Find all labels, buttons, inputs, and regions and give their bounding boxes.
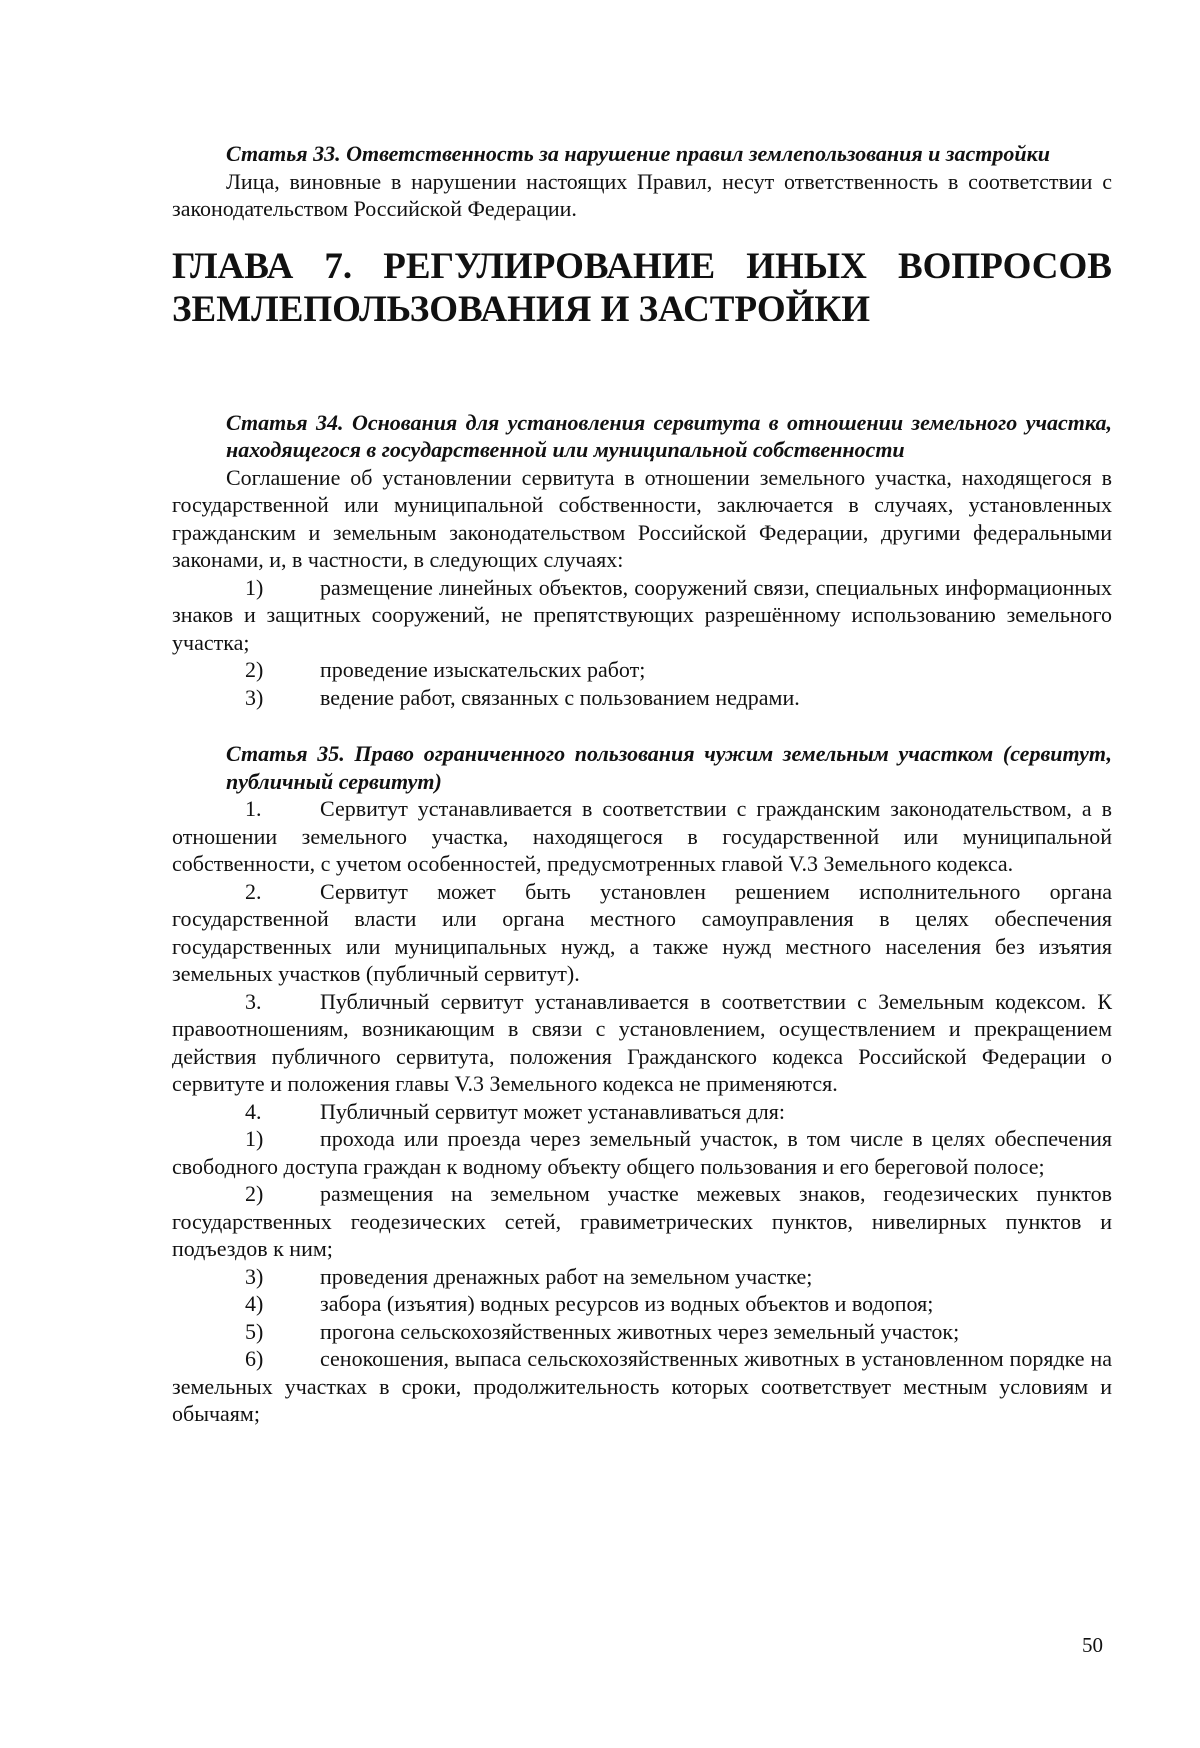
point-number: 2. (245, 878, 262, 904)
list-number: 1) (245, 1126, 264, 1151)
list-number: 2) (245, 657, 264, 682)
article-35-item-1 (172, 1125, 1112, 1180)
list-text: прохода или проезда через земельный участок, в том числе в целях обеспечения свободного доступа граждан к водному объекту общего пользования и его береговой полосе; (172, 1126, 1112, 1179)
article-34-intro: Соглашение об установлении сервитута в отношении земельного участка, находящегося в государственной или муниципальной собственности, заключается в случаях, установленных гражданским и земельным законодательством Российской Федерации, другими федеральными законами, и, в частности, в следующих случаях: (172, 464, 1112, 572)
list-number: 3) (245, 1263, 264, 1289)
point-number: 3. (245, 988, 262, 1014)
point-text: Публичный сервитут устанавливается в соответствии с Земельным кодексом. К правоотношениям, возникающим в связи с установлением, осуществлением и прекращением действия публичного сервитута, положения Гражданского кодекса Российской Федерации о сервитуте и положения главы V.3 Земельного кодекса не применяются. (172, 988, 1112, 1096)
list-number: 2) (245, 1181, 264, 1206)
article-35-point-3 (172, 988, 1112, 1098)
article-33-text: Лица, виновные в нарушении настоящих Правил, несут ответственность в соответствии с законодательством Российской Федерации. (172, 168, 1112, 221)
list-text: сенокошения, выпаса сельскохозяйственных животных в установленном порядке на земельных участках в сроки, продолжительность которых соответствует местным условиям и обычаям; (172, 1346, 1112, 1426)
article-35-point-4 (172, 1098, 1112, 1126)
article-35-item-6 (172, 1345, 1112, 1428)
point-text: Сервитут может быть установлен решением исполнительного органа государственной власти или органа местного самоуправления в целях обеспечения государственных или муниципальных нужд, а также нужд местного населения без изъятия земельных участков (публичный сервитут). (172, 878, 1112, 986)
list-text: размещения на земельном участке межевых знаков, геодезических пунктов государственных геодезических сетей, гравиметрических пунктов, нивелирных пунктов и подъездов к ним; (172, 1181, 1112, 1261)
article-34-item-3 (172, 684, 1112, 712)
point-number: 1. (245, 796, 262, 821)
chapter-7-heading: ГЛАВА 7. РЕГУЛИРОВАНИЕ ИНЫХ ВОПРОСОВ ЗЕМЛЕПОЛЬЗОВАНИЯ И ЗАСТРОЙКИ (172, 245, 1112, 330)
list-text: прогона сельскохозяйственных животных через земельный участок; (320, 1318, 960, 1344)
article-35-item-2 (172, 1180, 1112, 1263)
list-number: 1) (245, 574, 264, 600)
list-text: забора (изъятия) водных ресурсов из водных объектов и водопоя; (320, 1291, 934, 1316)
point-number: 4. (245, 1098, 262, 1124)
article-34-item-1 (172, 574, 1112, 657)
list-text: ведение работ, связанных с пользованием недрами. (320, 684, 800, 710)
article-33-title: Статья 33. Ответственность за нарушение правил землепользования и застройки (226, 141, 1051, 166)
list-number: 6) (245, 1346, 264, 1371)
list-number: 3) (245, 684, 264, 710)
article-35-title: Статья 35. Право ограниченного пользования чужим земельным участком (сервитут, публичный сервитут) (226, 741, 1112, 794)
article-35-item-5 (172, 1318, 1112, 1346)
article-35-point-1 (172, 795, 1112, 878)
article-34-title: Статья 34. Основания для установления сервитута в отношении земельного участка, находящегося в государственной или муниципальной собственности (226, 409, 1112, 462)
list-number: 5) (245, 1318, 264, 1344)
article-35-item-3 (172, 1263, 1112, 1291)
article-35-item-4 (172, 1290, 1112, 1318)
list-number: 4) (245, 1291, 264, 1316)
point-text: Сервитут устанавливается в соответствии с гражданским законодательством, а в отношении земельного участка, находящегося в государственной или муниципальной собственности, с учетом особенностей, предусмотренных главой V.3 Земельного кодекса. (172, 796, 1112, 876)
list-text: проведение изыскательских работ; (320, 657, 646, 682)
list-text: проведения дренажных работ на земельном участке; (320, 1263, 813, 1289)
page-number: 50 (1082, 1633, 1103, 1657)
list-text: размещение линейных объектов, сооружений связи, специальных информационных знаков и защитных сооружений, не препятствующих разрешённому использованию земельного участка; (172, 574, 1112, 655)
document-page (172, 140, 1112, 1428)
point-text: Публичный сервитут может устанавливаться для: (320, 1098, 785, 1124)
article-34-item-2 (172, 656, 1112, 684)
article-35-point-2 (172, 878, 1112, 988)
